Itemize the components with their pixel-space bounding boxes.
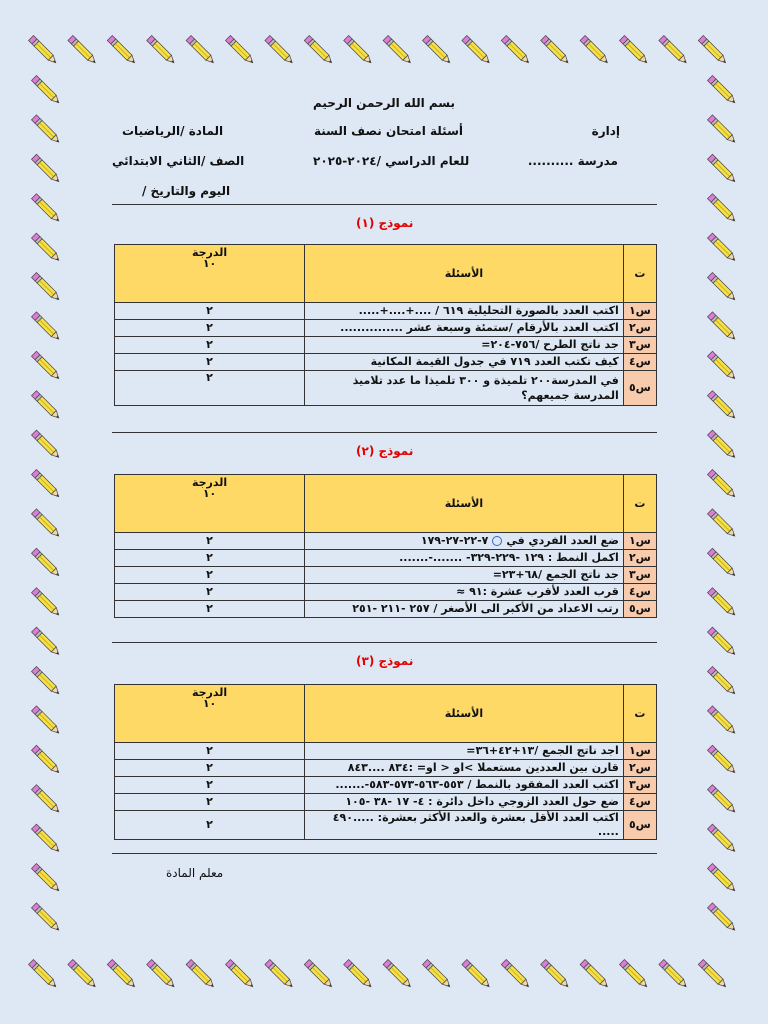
question-number: س٣ — [623, 777, 656, 794]
table-row — [115, 337, 657, 354]
question-number: س٢ — [623, 550, 656, 567]
number-header: ت — [623, 245, 656, 303]
divider — [112, 204, 657, 205]
question-grade: ٢ — [115, 550, 305, 567]
question-text: في المدرسة٢٠٠ تلميذة و ٣٠٠ تلميذا ما عدد تلاميذ المدرسة جميعهم؟ — [305, 371, 624, 406]
questions-header: الأسئلة — [305, 685, 624, 743]
number-header: ت — [623, 685, 656, 743]
question-grade: ٢ — [115, 354, 305, 371]
question-text: اكتب العدد المفقود بالنمط / ٥٥٣-٥٦٣-٥٧٣-٥٨٣-....... — [305, 777, 624, 794]
table-row — [115, 811, 657, 840]
questions-header: الأسئلة — [305, 475, 624, 533]
number-header: ت — [623, 475, 656, 533]
question-number: س١ — [623, 303, 656, 320]
divider — [112, 432, 657, 433]
question-text: ضع العدد الفردي في٧-٢٢-٢٧-١٧٩ — [305, 533, 624, 550]
model-1-title: نموذج (١) — [356, 216, 414, 230]
subject-label: المادة /الرياضيات — [122, 124, 224, 138]
table-row — [115, 567, 657, 584]
question-grade: ٢ — [115, 337, 305, 354]
divider — [112, 642, 657, 643]
school-label: مدرسة .......... — [527, 154, 618, 168]
question-grade: ٢ — [115, 777, 305, 794]
question-number: س١ — [623, 533, 656, 550]
academic-year: للعام الدراسي /٢٠٢٤-٢٠٢٥ — [313, 154, 470, 168]
teacher-signature-label: معلم المادة — [166, 866, 224, 880]
table-row — [115, 777, 657, 794]
question-grade: ٢ — [115, 303, 305, 320]
question-number: س٣ — [623, 567, 656, 584]
question-grade: ٢ — [115, 794, 305, 811]
class-label: الصف /الثاني الابتدائي — [112, 154, 245, 168]
table-row — [115, 533, 657, 550]
table-row — [115, 354, 657, 371]
question-grade: ٢ — [115, 584, 305, 601]
model-3-title: نموذج (٣) — [356, 654, 414, 668]
question-grade: ٢ — [115, 371, 305, 406]
question-number: س٤ — [623, 794, 656, 811]
questions-header: الأسئلة — [305, 245, 624, 303]
table-row — [115, 760, 657, 777]
question-text: رتب الاعداد من الأكبر الى الأصغر / ٢٥٧ -٢١١ -٢٥١ — [305, 601, 624, 618]
question-grade: ٢ — [115, 320, 305, 337]
table-row — [115, 584, 657, 601]
question-text: اكتب العدد بالأرقام /ستمئة وسبعة عشر ............... — [305, 320, 624, 337]
question-text: جد ناتج الجمع /٦٨+٢٣= — [305, 567, 624, 584]
table-row — [115, 371, 657, 406]
question-text: اكتب العدد الأقل بعشرة والعدد الأكثر بعشرة: .....٤٩٠ ..... — [305, 811, 624, 840]
grade-header: الدرجة ١٠ — [115, 685, 305, 743]
question-grade: ٢ — [115, 811, 305, 840]
question-number: س٢ — [623, 760, 656, 777]
model-2-title: نموذج (٢) — [356, 444, 414, 458]
question-number: س٥ — [623, 601, 656, 618]
model-3-table — [114, 684, 657, 840]
question-text: ضع حول العدد الزوجي داخل دائرة : ٤- ١٧ -٣٨ -١٠٥ — [305, 794, 624, 811]
question-grade: ٢ — [115, 760, 305, 777]
question-number: س٣ — [623, 337, 656, 354]
grade-header: الدرجة ١٠ — [115, 475, 305, 533]
question-grade: ٢ — [115, 567, 305, 584]
circle-icon — [492, 536, 502, 546]
exam-title: أسئلة امتحان نصف السنة — [314, 124, 463, 138]
table-row — [115, 550, 657, 567]
table-row — [115, 320, 657, 337]
question-number: س١ — [623, 743, 656, 760]
model-1-table — [114, 244, 657, 406]
divider — [112, 853, 657, 854]
question-text: قرب العدد لأقرب عشرة :٩١ ≈ — [305, 584, 624, 601]
question-grade: ٢ — [115, 601, 305, 618]
question-text: اكتب العدد بالصورة التحليلية ٦١٩ / ....+....+..... — [305, 303, 624, 320]
question-number: س٥ — [623, 811, 656, 840]
question-text: اجد ناتج الجمع /١٣+٤٢+٣٦= — [305, 743, 624, 760]
model-2-table — [114, 474, 657, 618]
question-number: س٤ — [623, 584, 656, 601]
table-row — [115, 303, 657, 320]
basmala: بسم الله الرحمن الرحيم — [312, 96, 456, 110]
question-grade: ٢ — [115, 533, 305, 550]
table-row — [115, 601, 657, 618]
day-date-label: اليوم والتاريخ / — [142, 184, 231, 198]
question-number: س٤ — [623, 354, 656, 371]
table-row — [115, 794, 657, 811]
question-number: س٢ — [623, 320, 656, 337]
grade-header: الدرجة ١٠ — [115, 245, 305, 303]
question-grade: ٢ — [115, 743, 305, 760]
question-text: اكمل النمط : ١٢٩ -٢٢٩-٣٢٩- .......-....... — [305, 550, 624, 567]
table-row — [115, 743, 657, 760]
question-text: جد ناتج الطرح /٧٥٦-٢٠٤= — [305, 337, 624, 354]
question-text: قارن بين العددين مستعملا >او < او= :٨٣٤ ....٨٤٣ — [305, 760, 624, 777]
administration-label: إدارة — [591, 124, 620, 138]
question-text: كيف تكتب العدد ٧١٩ في جدول القيمة المكانية — [305, 354, 624, 371]
question-number: س٥ — [623, 371, 656, 406]
